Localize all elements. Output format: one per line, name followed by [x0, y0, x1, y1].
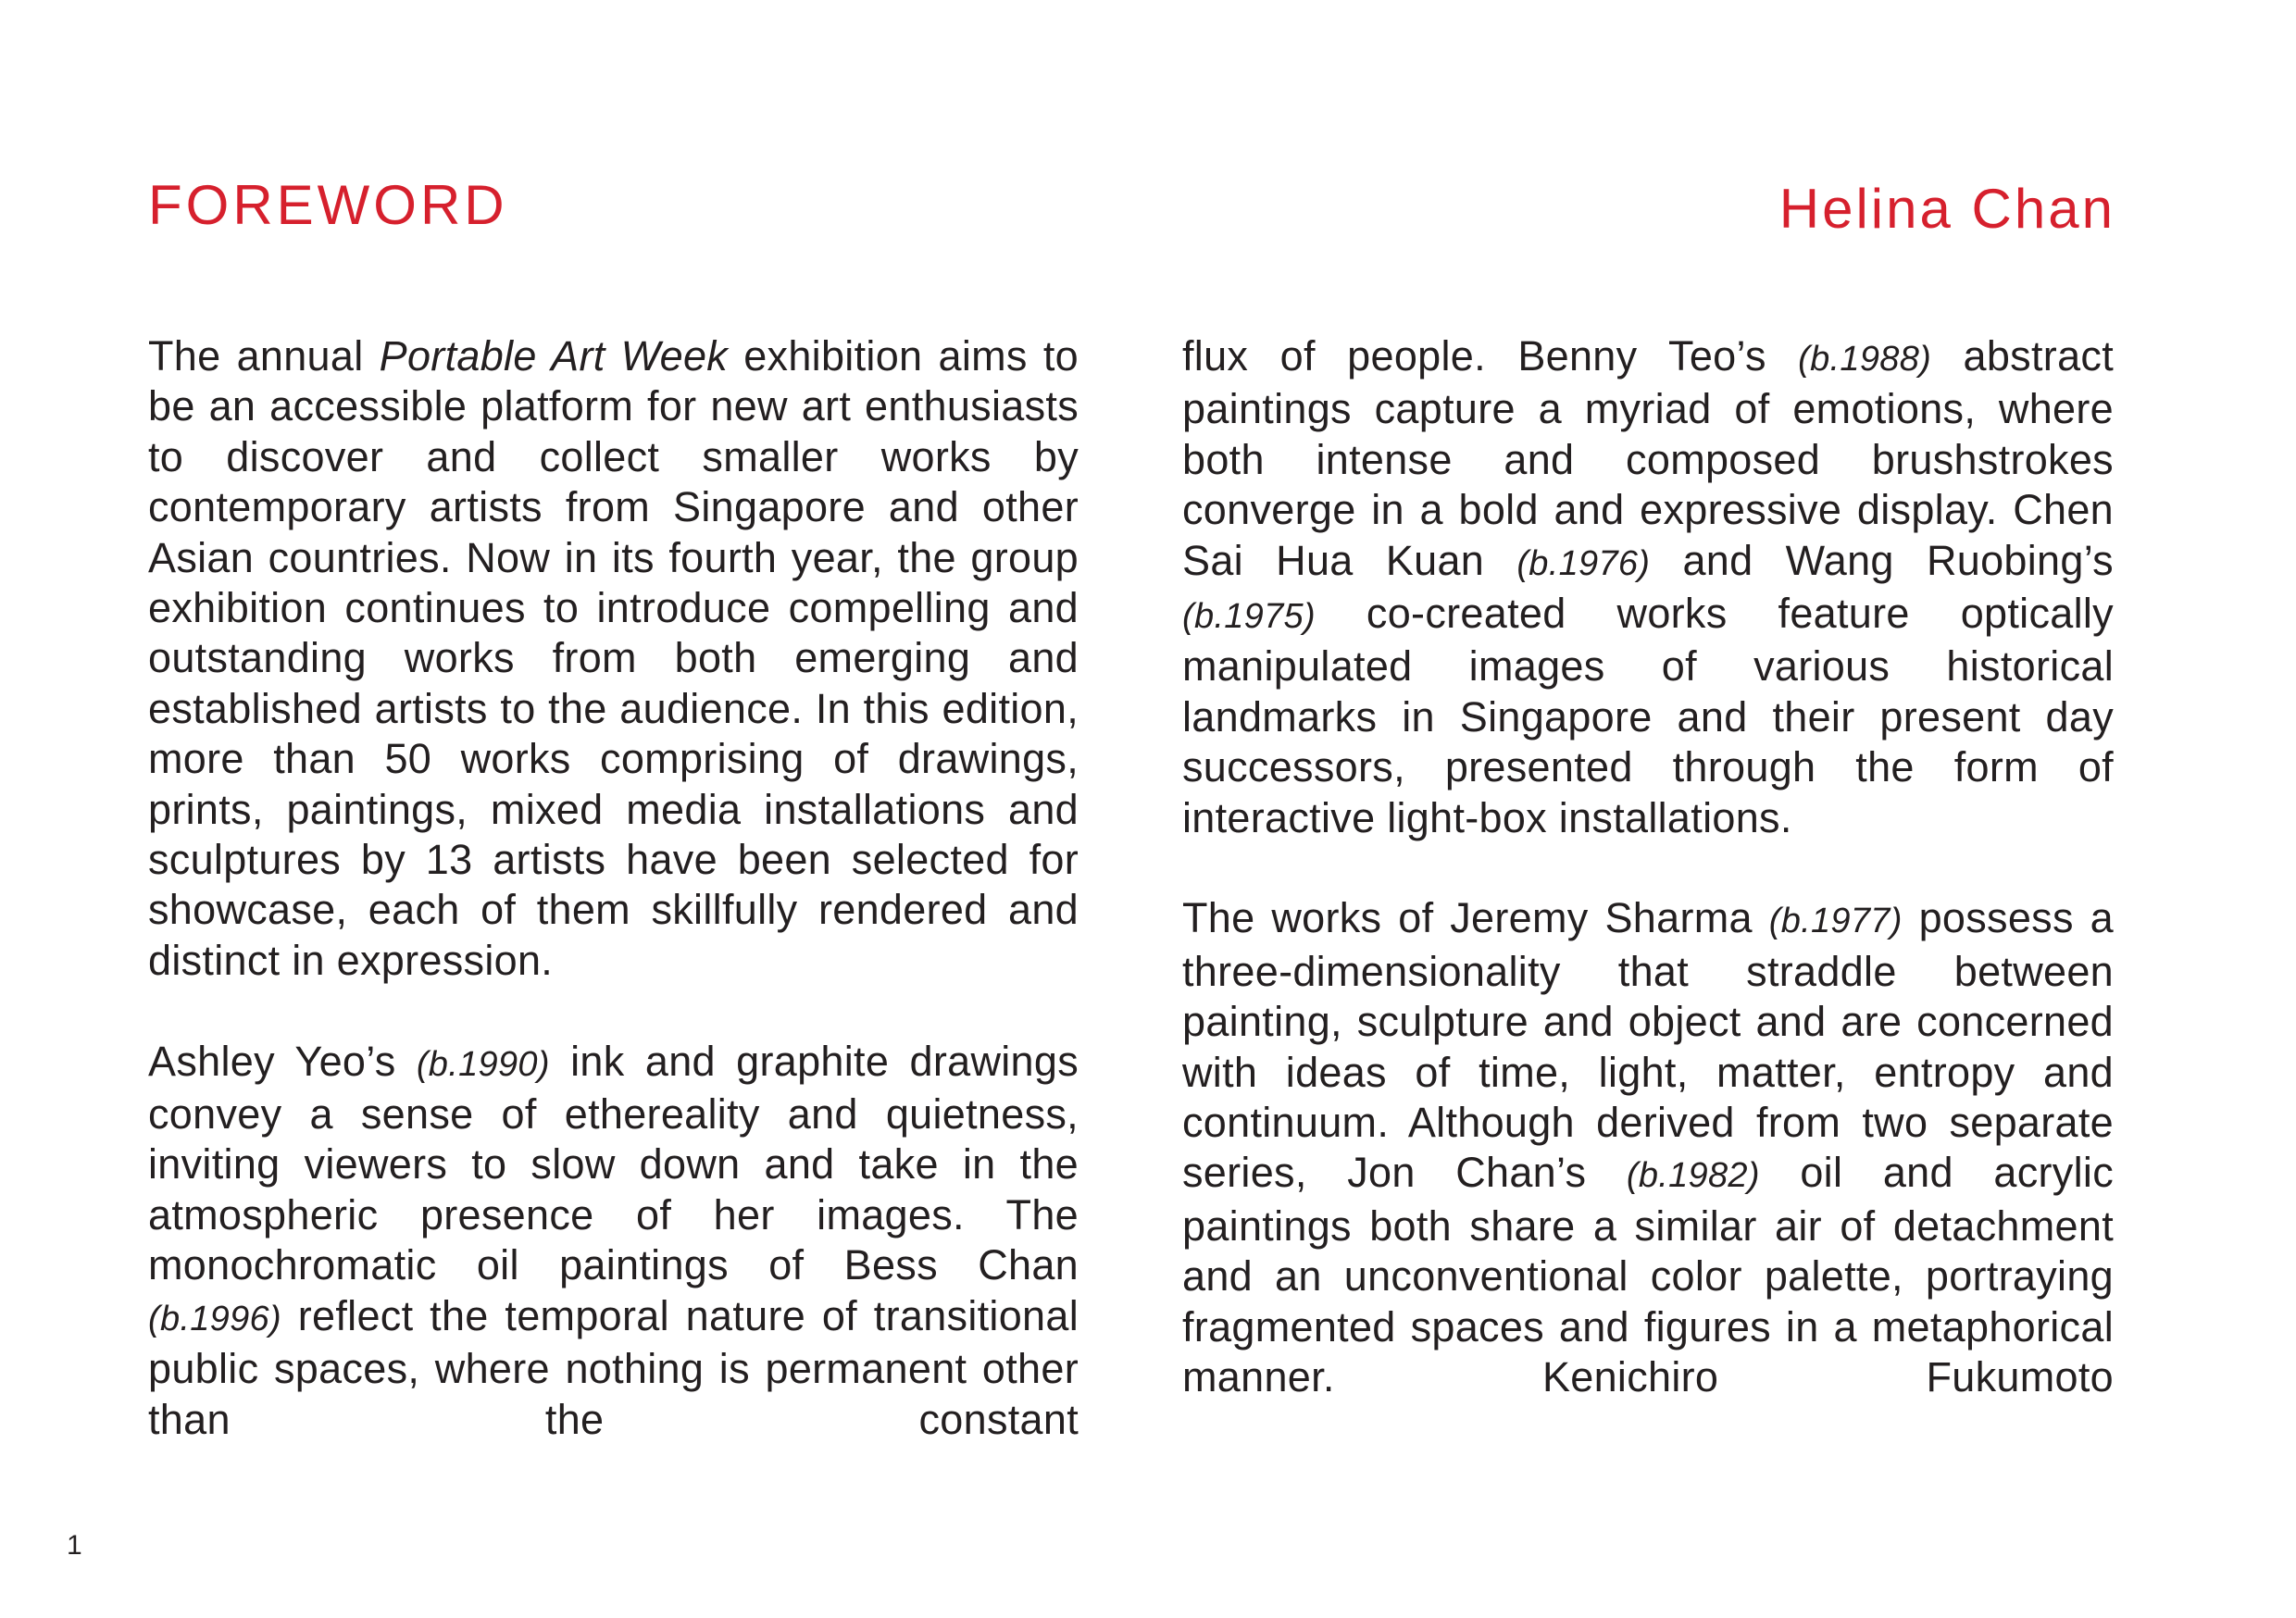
page-number: 1 [67, 1530, 82, 1561]
paragraph [148, 331, 1079, 986]
text-run: exhibition aims to be an accessible platform for new art enthusiasts to discover and collect smaller works by contemporary artists from Singapore and other Asian countries. Now in its fourth year, the group exhibition continues to introduce compelling and outstanding works from both emerging and established artists to the audience. In this edition, more than 50 works comprising of drawings, prints, paintings, mixed media installations and sculptures by 13 artists have been selected for showcase, each of them skillfully rendered and distinct in expression. [148, 332, 1079, 984]
page-title: FOREWORD [148, 174, 508, 236]
text-run: The annual [148, 332, 380, 380]
birth-year: (b.1977) [1768, 902, 1903, 941]
birth-year: (b.1990) [416, 1044, 550, 1084]
paragraph [1182, 331, 2114, 843]
birth-year: (b.1996) [148, 1299, 281, 1338]
text-run: reflect the temporal nature of transitional public spaces, where nothing is permanent other than the constant [148, 1291, 1079, 1443]
text-column-left [148, 331, 1079, 1445]
text-run: possess a three-dimensionality that straddle between painting, sculpture and object and are concerned with ideas of time, light, matter, entropy and continuum. Although derived from two separate series, Jon Chan’s [1182, 894, 2114, 1197]
text-run: and Wang Ruobing’s [1650, 536, 2114, 584]
text-run: oil and acrylic paintings both share a similar air of detachment and an unconventional color palette, portraying fragmented spaces and figures in a metaphorical manner. Kenichiro Fukumoto [1182, 1149, 2114, 1401]
text-column-right [1182, 331, 2114, 1403]
birth-year: (b.1988) [1798, 340, 1932, 379]
paragraph [1182, 893, 2114, 1402]
paragraph [148, 1037, 1079, 1445]
birth-year: (b.1975) [1182, 597, 1316, 637]
birth-year: (b.1976) [1516, 543, 1651, 583]
birth-year: (b.1982) [1626, 1156, 1760, 1196]
text-run: flux of people. Benny Teo’s [1182, 332, 1799, 380]
text-run: co-created works feature optically manipulated images of various historical landmarks in Singapore and their present day successors, presented through the form of interactive light-box installations. [1182, 590, 2114, 841]
author-name: Helina Chan [1778, 178, 2115, 240]
exhibition-title: Portable Art Week [379, 332, 729, 380]
text-run: Ashley Yeo’s [148, 1037, 417, 1085]
text-run: abstract paintings capture a myriad of emotions, where both intense and composed brushstrokes converge in a bold and expressive display. Chen Sai Hua Kuan [1182, 332, 2114, 584]
text-run: ink and graphite drawings convey a sense of ethereality and quietness, inviting viewers to slow down and take in the atmospheric presence of her images. The monochromatic oil paintings of Bess Chan [148, 1037, 1079, 1289]
text-run: The works of Jeremy Sharma [1182, 894, 1769, 942]
